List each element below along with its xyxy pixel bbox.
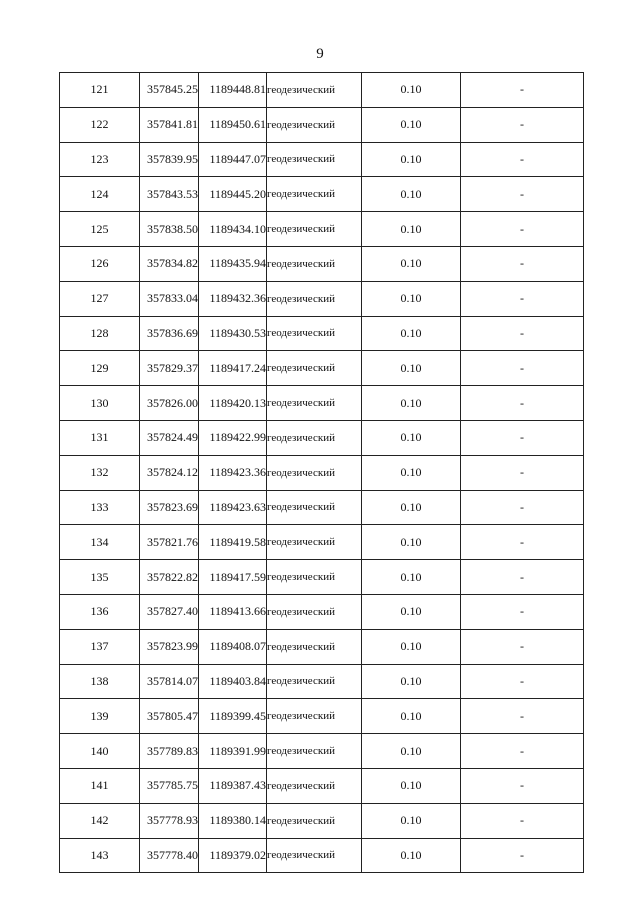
x-coordinate-cell: 357836.69 (140, 316, 199, 351)
x-coordinate-cell: 357805.47 (140, 699, 199, 734)
table-row (60, 629, 584, 664)
x-coordinate-cell: 357838.50 (140, 212, 199, 247)
accuracy-cell: 0.10 (362, 594, 461, 629)
accuracy-cell: 0.10 (362, 699, 461, 734)
x-coordinate-cell: 357785.75 (140, 768, 199, 803)
point-number-cell: 128 (60, 316, 140, 351)
note-cell: - (461, 246, 584, 281)
point-number-cell: 134 (60, 525, 140, 560)
method-cell: геодезический (267, 281, 362, 316)
method-cell: геодезический (267, 73, 362, 108)
method-cell: геодезический (267, 420, 362, 455)
point-number-cell: 124 (60, 177, 140, 212)
note-cell: - (461, 316, 584, 351)
method-cell: геодезический (267, 490, 362, 525)
accuracy-cell: 0.10 (362, 177, 461, 212)
x-coordinate-cell: 357823.69 (140, 490, 199, 525)
x-coordinate-cell: 357789.83 (140, 734, 199, 769)
point-number-cell: 127 (60, 281, 140, 316)
table-row (60, 316, 584, 351)
table-row (60, 699, 584, 734)
coordinates-table (59, 72, 584, 873)
note-cell: - (461, 768, 584, 803)
accuracy-cell: 0.10 (362, 73, 461, 108)
y-coordinate-cell: 1189420.13 (199, 386, 267, 421)
method-cell: геодезический (267, 142, 362, 177)
accuracy-cell: 0.10 (362, 142, 461, 177)
y-coordinate-cell: 1189422.99 (199, 420, 267, 455)
accuracy-cell: 0.10 (362, 560, 461, 595)
y-coordinate-cell: 1189445.20 (199, 177, 267, 212)
accuracy-cell: 0.10 (362, 246, 461, 281)
y-coordinate-cell: 1189450.61 (199, 107, 267, 142)
y-coordinate-cell: 1189435.94 (199, 246, 267, 281)
y-coordinate-cell: 1189423.36 (199, 455, 267, 490)
point-number-cell: 140 (60, 734, 140, 769)
x-coordinate-cell: 357826.00 (140, 386, 199, 421)
y-coordinate-cell: 1189380.14 (199, 803, 267, 838)
table-row (60, 560, 584, 595)
table-row (60, 246, 584, 281)
x-coordinate-cell: 357843.53 (140, 177, 199, 212)
method-cell: геодезический (267, 246, 362, 281)
method-cell: геодезический (267, 316, 362, 351)
y-coordinate-cell: 1189434.10 (199, 212, 267, 247)
note-cell: - (461, 107, 584, 142)
accuracy-cell: 0.10 (362, 734, 461, 769)
table-row (60, 664, 584, 699)
y-coordinate-cell: 1189379.02 (199, 838, 267, 873)
note-cell: - (461, 73, 584, 108)
table-row (60, 594, 584, 629)
y-coordinate-cell: 1189423.63 (199, 490, 267, 525)
note-cell: - (461, 351, 584, 386)
accuracy-cell: 0.10 (362, 838, 461, 873)
point-number-cell: 122 (60, 107, 140, 142)
y-coordinate-cell: 1189408.07 (199, 629, 267, 664)
method-cell: геодезический (267, 734, 362, 769)
y-coordinate-cell: 1189447.07 (199, 142, 267, 177)
x-coordinate-cell: 357824.49 (140, 420, 199, 455)
accuracy-cell: 0.10 (362, 212, 461, 247)
point-number-cell: 129 (60, 351, 140, 386)
point-number-cell: 130 (60, 386, 140, 421)
point-number-cell: 123 (60, 142, 140, 177)
method-cell: геодезический (267, 107, 362, 142)
note-cell: - (461, 420, 584, 455)
point-number-cell: 121 (60, 73, 140, 108)
x-coordinate-cell: 357839.95 (140, 142, 199, 177)
point-number-cell: 138 (60, 664, 140, 699)
table-row (60, 420, 584, 455)
x-coordinate-cell: 357834.82 (140, 246, 199, 281)
y-coordinate-cell: 1189417.59 (199, 560, 267, 595)
y-coordinate-cell: 1189448.81 (199, 73, 267, 108)
y-coordinate-cell: 1189403.84 (199, 664, 267, 699)
table-row (60, 455, 584, 490)
note-cell: - (461, 803, 584, 838)
point-number-cell: 125 (60, 212, 140, 247)
note-cell: - (461, 560, 584, 595)
note-cell: - (461, 281, 584, 316)
x-coordinate-cell: 357778.93 (140, 803, 199, 838)
note-cell: - (461, 699, 584, 734)
x-coordinate-cell: 357841.81 (140, 107, 199, 142)
accuracy-cell: 0.10 (362, 386, 461, 421)
note-cell: - (461, 525, 584, 560)
method-cell: геодезический (267, 386, 362, 421)
method-cell: геодезический (267, 699, 362, 734)
note-cell: - (461, 386, 584, 421)
x-coordinate-cell: 357814.07 (140, 664, 199, 699)
x-coordinate-cell: 357845.25 (140, 73, 199, 108)
point-number-cell: 132 (60, 455, 140, 490)
y-coordinate-cell: 1189399.45 (199, 699, 267, 734)
y-coordinate-cell: 1189419.58 (199, 525, 267, 560)
table-row (60, 177, 584, 212)
table-row (60, 107, 584, 142)
method-cell: геодезический (267, 768, 362, 803)
accuracy-cell: 0.10 (362, 525, 461, 560)
accuracy-cell: 0.10 (362, 281, 461, 316)
accuracy-cell: 0.10 (362, 629, 461, 664)
x-coordinate-cell: 357827.40 (140, 594, 199, 629)
method-cell: геодезический (267, 455, 362, 490)
x-coordinate-cell: 357822.82 (140, 560, 199, 595)
table-row (60, 73, 584, 108)
y-coordinate-cell: 1189430.53 (199, 316, 267, 351)
method-cell: геодезический (267, 664, 362, 699)
point-number-cell: 131 (60, 420, 140, 455)
y-coordinate-cell: 1189417.24 (199, 351, 267, 386)
accuracy-cell: 0.10 (362, 490, 461, 525)
table-row (60, 525, 584, 560)
note-cell: - (461, 455, 584, 490)
page-number: 9 (316, 46, 324, 62)
x-coordinate-cell: 357823.99 (140, 629, 199, 664)
method-cell: геодезический (267, 525, 362, 560)
point-number-cell: 133 (60, 490, 140, 525)
table-row (60, 803, 584, 838)
y-coordinate-cell: 1189432.36 (199, 281, 267, 316)
accuracy-cell: 0.10 (362, 316, 461, 351)
table-row (60, 386, 584, 421)
y-coordinate-cell: 1189387.43 (199, 768, 267, 803)
table-row (60, 351, 584, 386)
note-cell: - (461, 629, 584, 664)
point-number-cell: 139 (60, 699, 140, 734)
table-row (60, 281, 584, 316)
note-cell: - (461, 212, 584, 247)
method-cell: геодезический (267, 351, 362, 386)
note-cell: - (461, 142, 584, 177)
note-cell: - (461, 490, 584, 525)
note-cell: - (461, 838, 584, 873)
method-cell: геодезический (267, 212, 362, 247)
accuracy-cell: 0.10 (362, 351, 461, 386)
point-number-cell: 126 (60, 246, 140, 281)
x-coordinate-cell: 357833.04 (140, 281, 199, 316)
x-coordinate-cell: 357821.76 (140, 525, 199, 560)
table-row (60, 734, 584, 769)
point-number-cell: 136 (60, 594, 140, 629)
point-number-cell: 137 (60, 629, 140, 664)
x-coordinate-cell: 357824.12 (140, 455, 199, 490)
method-cell: геодезический (267, 838, 362, 873)
note-cell: - (461, 594, 584, 629)
coordinates-table-body (60, 73, 584, 873)
table-row (60, 838, 584, 873)
note-cell: - (461, 664, 584, 699)
x-coordinate-cell: 357778.40 (140, 838, 199, 873)
accuracy-cell: 0.10 (362, 455, 461, 490)
method-cell: геодезический (267, 594, 362, 629)
table-row (60, 768, 584, 803)
note-cell: - (461, 177, 584, 212)
point-number-cell: 135 (60, 560, 140, 595)
accuracy-cell: 0.10 (362, 664, 461, 699)
accuracy-cell: 0.10 (362, 107, 461, 142)
table-row (60, 142, 584, 177)
point-number-cell: 141 (60, 768, 140, 803)
accuracy-cell: 0.10 (362, 768, 461, 803)
point-number-cell: 142 (60, 803, 140, 838)
y-coordinate-cell: 1189413.66 (199, 594, 267, 629)
accuracy-cell: 0.10 (362, 420, 461, 455)
method-cell: геодезический (267, 629, 362, 664)
method-cell: геодезический (267, 177, 362, 212)
x-coordinate-cell: 357829.37 (140, 351, 199, 386)
note-cell: - (461, 734, 584, 769)
table-row (60, 490, 584, 525)
method-cell: геодезический (267, 803, 362, 838)
table-row (60, 212, 584, 247)
point-number-cell: 143 (60, 838, 140, 873)
accuracy-cell: 0.10 (362, 803, 461, 838)
method-cell: геодезический (267, 560, 362, 595)
y-coordinate-cell: 1189391.99 (199, 734, 267, 769)
